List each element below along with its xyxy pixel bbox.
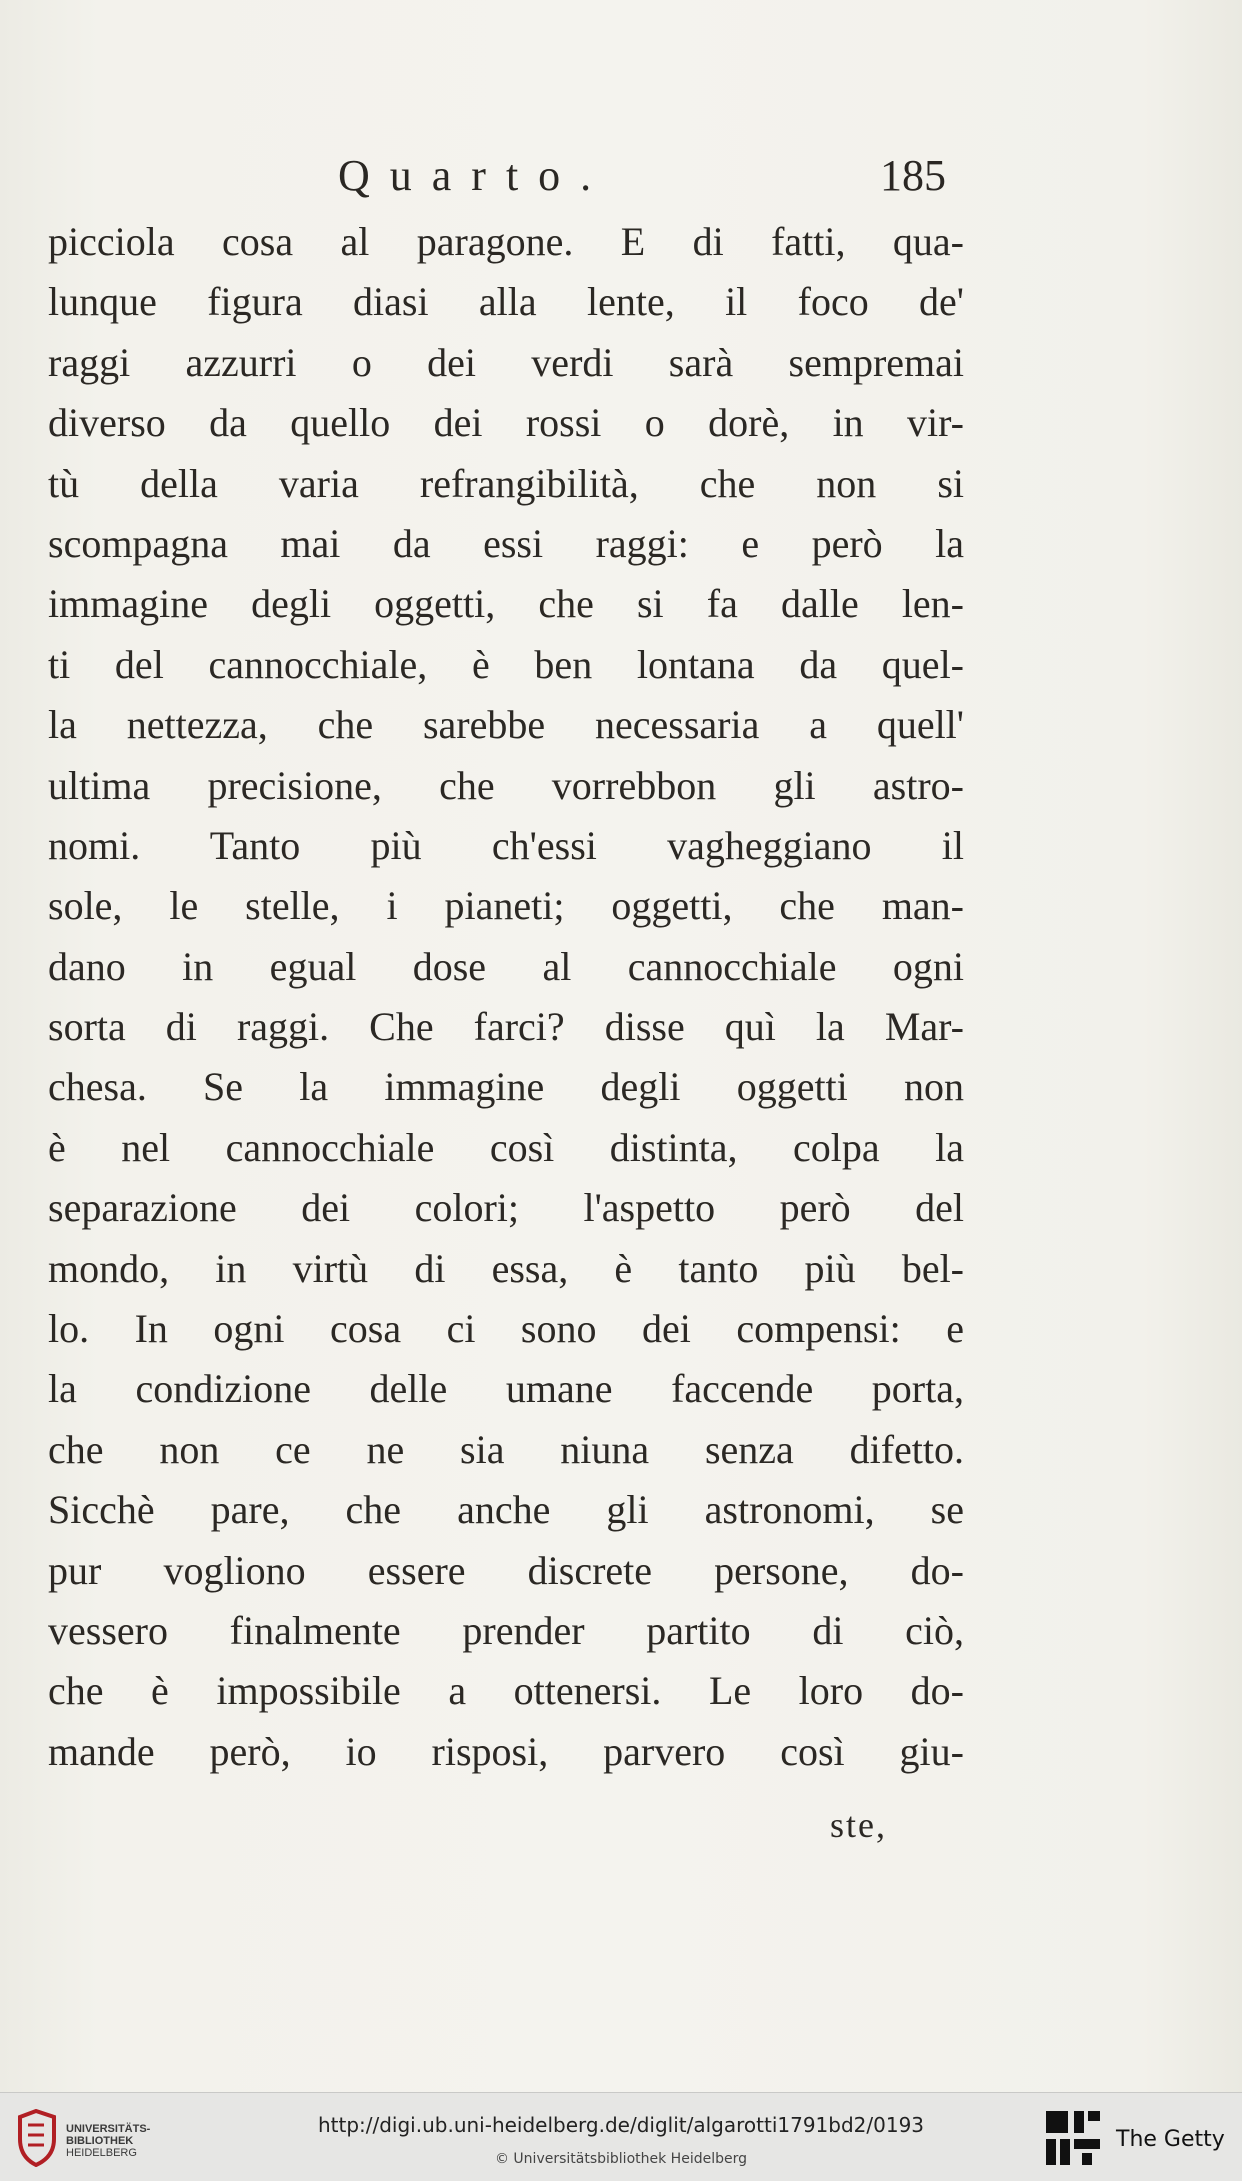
text-line: nomi. Tanto più ch'essi vagheggiano il — [48, 822, 964, 868]
text-line: immagine degli oggetti, che si fa dalle len- — [48, 581, 964, 627]
text-line: mande però, io risposi, parvero così giu- — [48, 1728, 964, 1774]
text-line: mondo, in virtù di essa, è tanto più bel- — [48, 1245, 964, 1291]
text-line: la nettezza, che sarebbe necessaria a quell' — [48, 702, 964, 748]
text-line: ultima precisione, che vorrebbon gli astro- — [48, 762, 964, 808]
text-line: sole, le stelle, i pianeti; oggetti, che man- — [48, 883, 964, 929]
text-line: tù della varia refrangibilità, che non si — [48, 460, 964, 506]
copyright-notice: © Universitätsbibliothek Heidelberg — [494, 2151, 747, 2167]
permalink-url[interactable]: http://digi.ub.uni-heidelberg.de/diglit/algarotti1791bd2/0193 — [317, 2113, 925, 2137]
running-head-title: Quarto. — [338, 151, 612, 200]
library-name-line: HEIDELBERG — [66, 2147, 137, 2159]
library-name-line: BIBLIOTHEK — [66, 2135, 134, 2147]
catchword: ste, — [830, 1805, 887, 1845]
body-text — [48, 212, 964, 1782]
text-line: pur vogliono essere discrete persone, do- — [48, 1547, 964, 1593]
text-line: lunque figura diasi alla lente, il foco de' — [48, 279, 964, 325]
library-name-line: UNIVERSITÄTS- — [66, 2123, 151, 2135]
text-line: che non ce ne sia niuna senza difetto. — [48, 1426, 964, 1472]
viewer-footer — [0, 2092, 1242, 2181]
text-line: lo. In ogni cosa ci sono dei compensi: e — [48, 1306, 964, 1352]
text-line: picciola cosa al paragone. E di fatti, qua- — [48, 219, 964, 264]
text-line: diverso da quello dei rossi o dorè, in vir- — [48, 400, 964, 446]
page-number: 185 — [880, 151, 946, 200]
text-line: ti del cannocchiale, è ben lontana da quel- — [48, 641, 964, 687]
running-head — [0, 150, 1242, 210]
text-line: scompagna mai da essi raggi: e però la — [48, 520, 964, 566]
text-line: sorta di raggi. Che farci? disse quì la Mar- — [48, 1004, 964, 1050]
text-line: chesa. Se la immagine degli oggetti non — [48, 1064, 964, 1110]
text-line: raggi azzurri o dei verdi sarà sempremai — [48, 339, 964, 385]
text-line: vessero finalmente prender partito di ciò, — [48, 1607, 964, 1653]
getty-mark-icon — [1044, 2109, 1102, 2167]
text-line: la condizione delle umane faccende porta, — [48, 1366, 964, 1412]
text-line: è nel cannocchiale così distinta, colpa la — [48, 1124, 964, 1170]
text-line: Sicchè pare, che anche gli astronomi, se — [48, 1487, 964, 1533]
text-line: che è impossibile a ottenersi. Le loro do- — [48, 1668, 964, 1714]
getty-label: The Getty — [1116, 2127, 1225, 2152]
text-line: dano in egual dose al cannocchiale ogni — [48, 943, 964, 989]
getty-logo[interactable] — [1044, 2109, 1234, 2169]
text-line: separazione dei colori; l'aspetto però del — [48, 1185, 964, 1231]
